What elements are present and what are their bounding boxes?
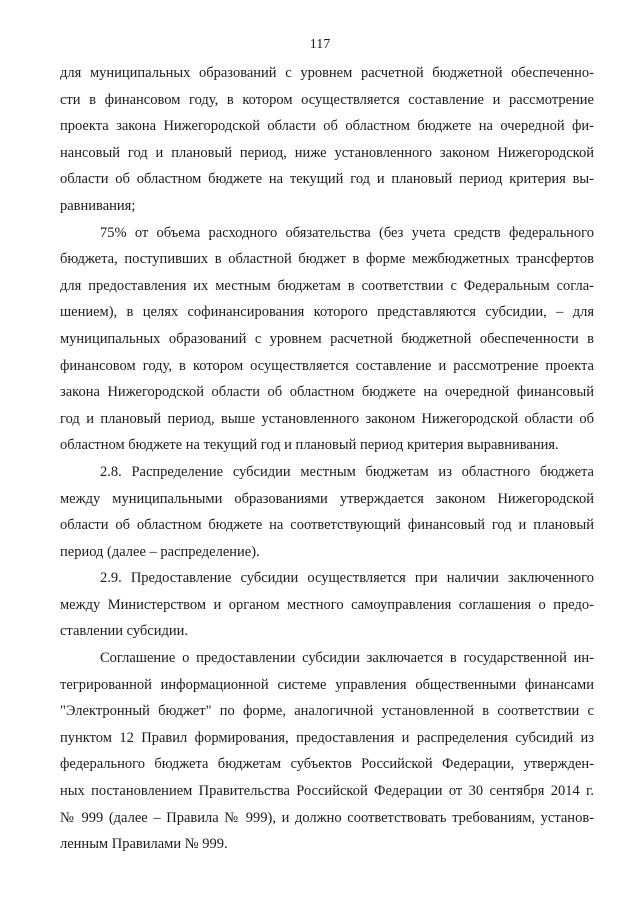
text-line: области об областном бюджете на соответствующий финансовый год и плановый [60,517,594,534]
text-line: областном бюджете на текущий год и плановый период критерия выравнивания. [60,437,559,454]
text-line: 2.8. Распределение субсидии местным бюджетам из областного бюджета [100,463,594,480]
text-line: между муниципальными образованиями утверждается законом Нижегородской [60,490,594,507]
text-line: бюджета, поступивших в областной бюджет в форме межбюджетных трансфертов [60,251,594,268]
text-line: шением), в целях софинансирования которого представляются субсидии, – для [60,304,594,321]
text-line: № 999 (далее – Правила № 999), и должно соответствовать требованиям, установ- [60,809,594,826]
body-text [60,60,594,858]
text-line: сти в финансовом году, в котором осуществляется составление и рассмотрение [60,91,594,108]
text-line: закона Нижегородской области об областном бюджете на очередной финансовый [60,384,594,401]
page-number: 117 [309,37,331,52]
text-line: 75% от объема расходного обязательства (без учета средств федерального [100,224,594,241]
text-line: год и плановый период, выше установленного законом Нижегородской области об [60,410,594,427]
text-line: "Электронный бюджет" по форме, аналогичной установленной в соответствии с [60,703,594,720]
text-line: проекта закона Нижегородской области об областном бюджете на очередной фи- [60,118,594,135]
text-line: тегрированной информационной системе управления общественными финансами [60,676,594,693]
text-line: финансовом году, в котором осуществляется составление и рассмотрение проекта [60,357,594,374]
text-line: муниципальных образований с уровнем расчетной бюджетной обеспеченности в [60,330,594,347]
text-line: для предоставления их местным бюджетам в соответствии с Федеральным согла- [60,277,594,294]
text-line: равнивания; [60,197,136,214]
text-line: ленным Правилами № 999. [60,836,228,853]
text-line: для муниципальных образований с уровнем расчетной бюджетной обеспеченно- [60,65,594,81]
text-line: Соглашение о предоставлении субсидии заключается в государственной ин- [100,650,594,667]
text-line: между Министерством и органом местного самоуправления соглашения о предо- [60,596,594,613]
text-line: нансовый год и плановый период, ниже установленного законом Нижегородской [60,144,594,161]
text-line: пунктом 12 Правил формирования, предоставления и распределения субсидий из [60,729,594,746]
text-line: федерального бюджета бюджетам субъектов Российской Федерации, утвержден- [60,756,594,773]
text-line: области об областном бюджете на текущий год и плановый период критерия вы- [60,171,594,188]
text-line: период (далее – распределение). [60,543,260,560]
text-line: ных постановлением Правительства Российской Федерации от 30 сентября 2014 г. [60,783,594,800]
text-line: ставлении субсидии. [60,623,189,640]
text-line: 2.9. Предоставление субсидии осуществляется при наличии заключенного [100,570,594,587]
